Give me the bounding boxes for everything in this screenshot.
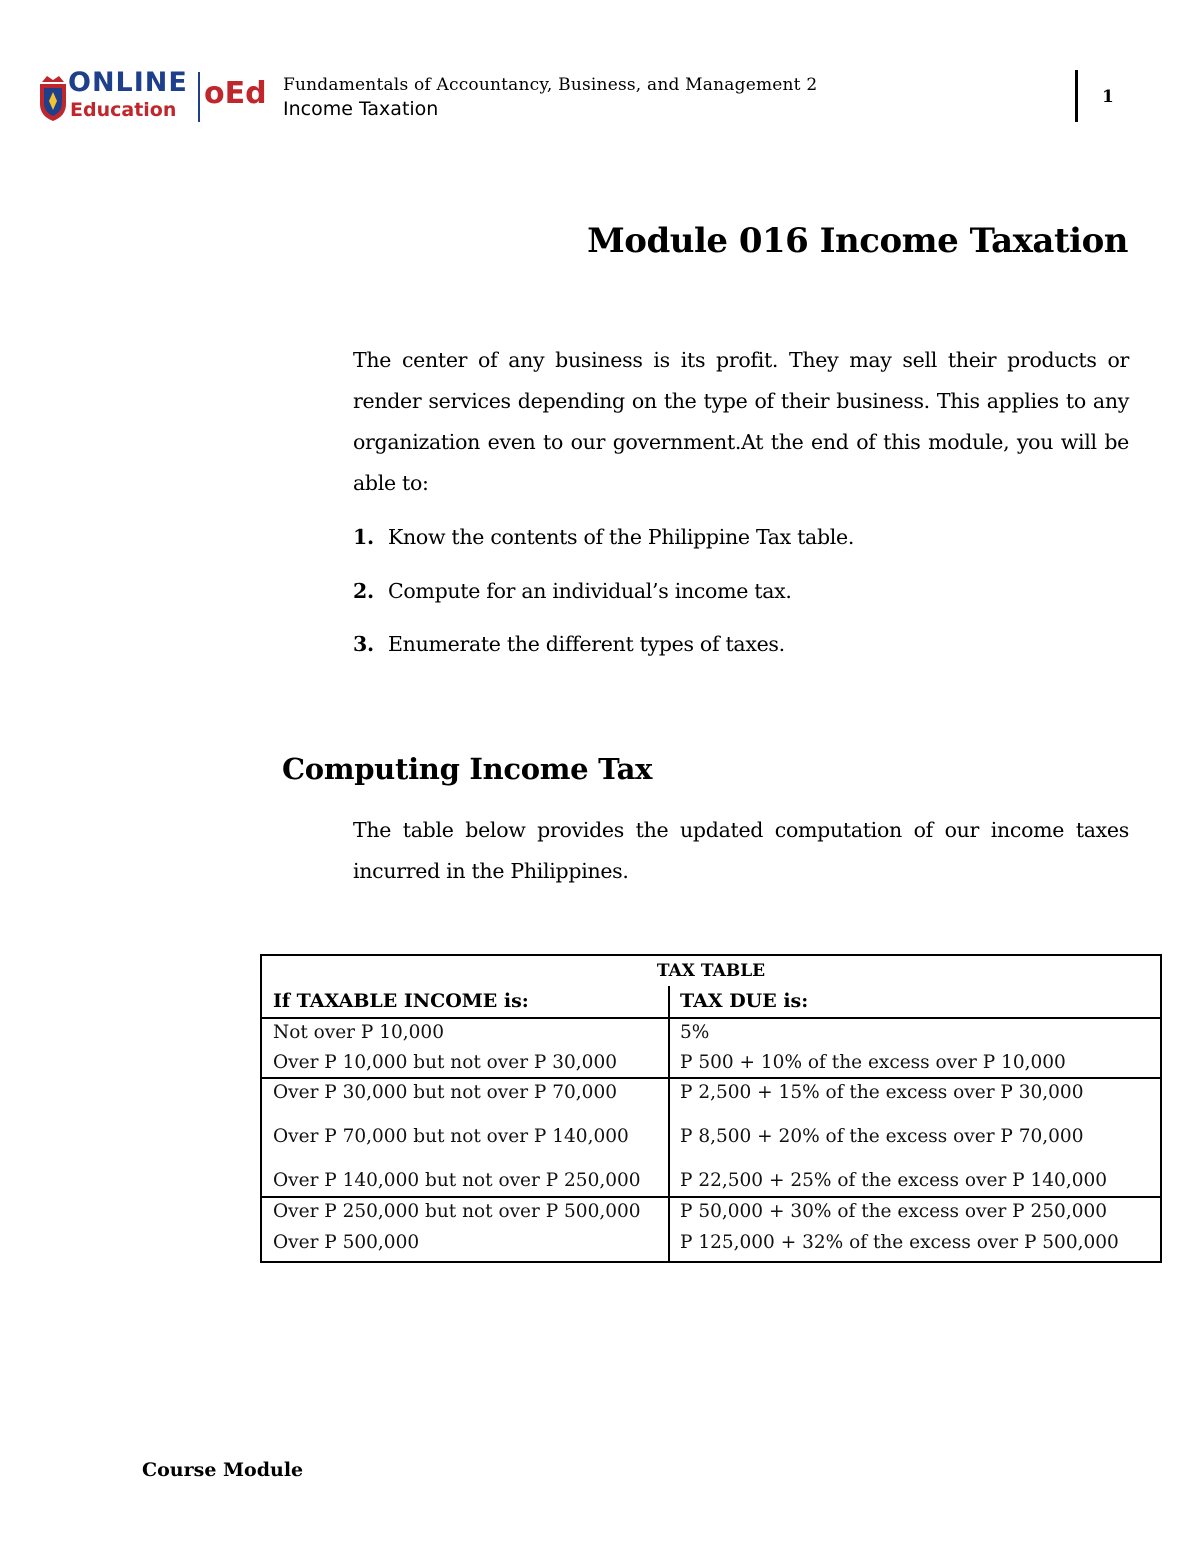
- tax-table: [260, 954, 1162, 1263]
- header-divider: [1075, 70, 1078, 122]
- income-bracket-cell: Over P 500,000: [273, 1232, 420, 1253]
- objective-number: 3.: [353, 632, 374, 656]
- objective-item: [353, 574, 1129, 628]
- objectives-list: [353, 520, 1129, 681]
- logo-education-text: Education: [70, 99, 177, 121]
- module-title: Module 016 Income Taxation: [587, 221, 1128, 261]
- tax-due-cell: P 50,000 + 30% of the excess over P 250,000: [680, 1201, 1108, 1222]
- objective-text: Compute for an individual’s income tax.: [388, 578, 792, 603]
- income-bracket-cell: Over P 140,000 but not over P 250,000: [273, 1170, 641, 1191]
- logo-divider: [198, 72, 200, 122]
- page-number: 1: [1102, 87, 1114, 107]
- income-bracket-cell: Over P 10,000 but not over P 30,000: [273, 1052, 617, 1073]
- tax-due-cell: P 500 + 10% of the excess over P 10,000: [680, 1052, 1066, 1073]
- objective-number: 1.: [353, 525, 374, 549]
- tax-table-title: TAX TABLE: [656, 961, 766, 981]
- intro-paragraph: The center of any business is its profit. They may sell their products or render services depending on the type of their business. This applies to any organization even to our government.At the end of this module, you will be able to:: [353, 348, 1129, 495]
- objective-number: 2.: [353, 578, 374, 603]
- course-name: Fundamentals of Accountancy, Business, and Management 2: [283, 75, 818, 95]
- subject-name: Income Taxation: [283, 98, 439, 120]
- tax-due-cell: P 125,000 + 32% of the excess over P 500,000: [680, 1232, 1119, 1253]
- logo-online-text: ONLINE: [68, 67, 188, 98]
- shield-crest-icon: [38, 74, 68, 122]
- institution-logo: [38, 67, 270, 126]
- objective-item: [353, 520, 1129, 574]
- tax-due-cell: P 2,500 + 15% of the excess over P 30,000: [680, 1082, 1084, 1103]
- income-bracket-cell: Not over P 10,000: [273, 1022, 444, 1043]
- income-bracket-cell: Over P 70,000 but not over P 140,000: [273, 1126, 629, 1147]
- column-header-income: If TAXABLE INCOME is:: [273, 990, 529, 1012]
- column-divider: [668, 986, 670, 1261]
- objective-item: [353, 627, 1129, 681]
- column-header-tax: TAX DUE is:: [680, 990, 809, 1012]
- tax-due-cell: P 8,500 + 20% of the excess over P 70,000: [680, 1126, 1084, 1147]
- tax-due-cell: P 22,500 + 25% of the excess over P 140,000: [680, 1170, 1108, 1191]
- objective-text: Enumerate the different types of taxes.: [388, 632, 785, 656]
- tax-due-cell: 5%: [680, 1022, 710, 1043]
- logo-oed-text: oEd: [204, 76, 267, 111]
- table-intro-paragraph: The table below provides the updated computation of our income taxes incurred in the Philippines.: [353, 818, 1129, 883]
- income-bracket-cell: Over P 250,000 but not over P 500,000: [273, 1201, 641, 1222]
- section-heading: Computing Income Tax: [282, 752, 653, 786]
- footer-label: Course Module: [142, 1459, 304, 1481]
- income-bracket-cell: Over P 30,000 but not over P 70,000: [273, 1082, 617, 1103]
- objective-text: Know the contents of the Philippine Tax table.: [388, 525, 855, 549]
